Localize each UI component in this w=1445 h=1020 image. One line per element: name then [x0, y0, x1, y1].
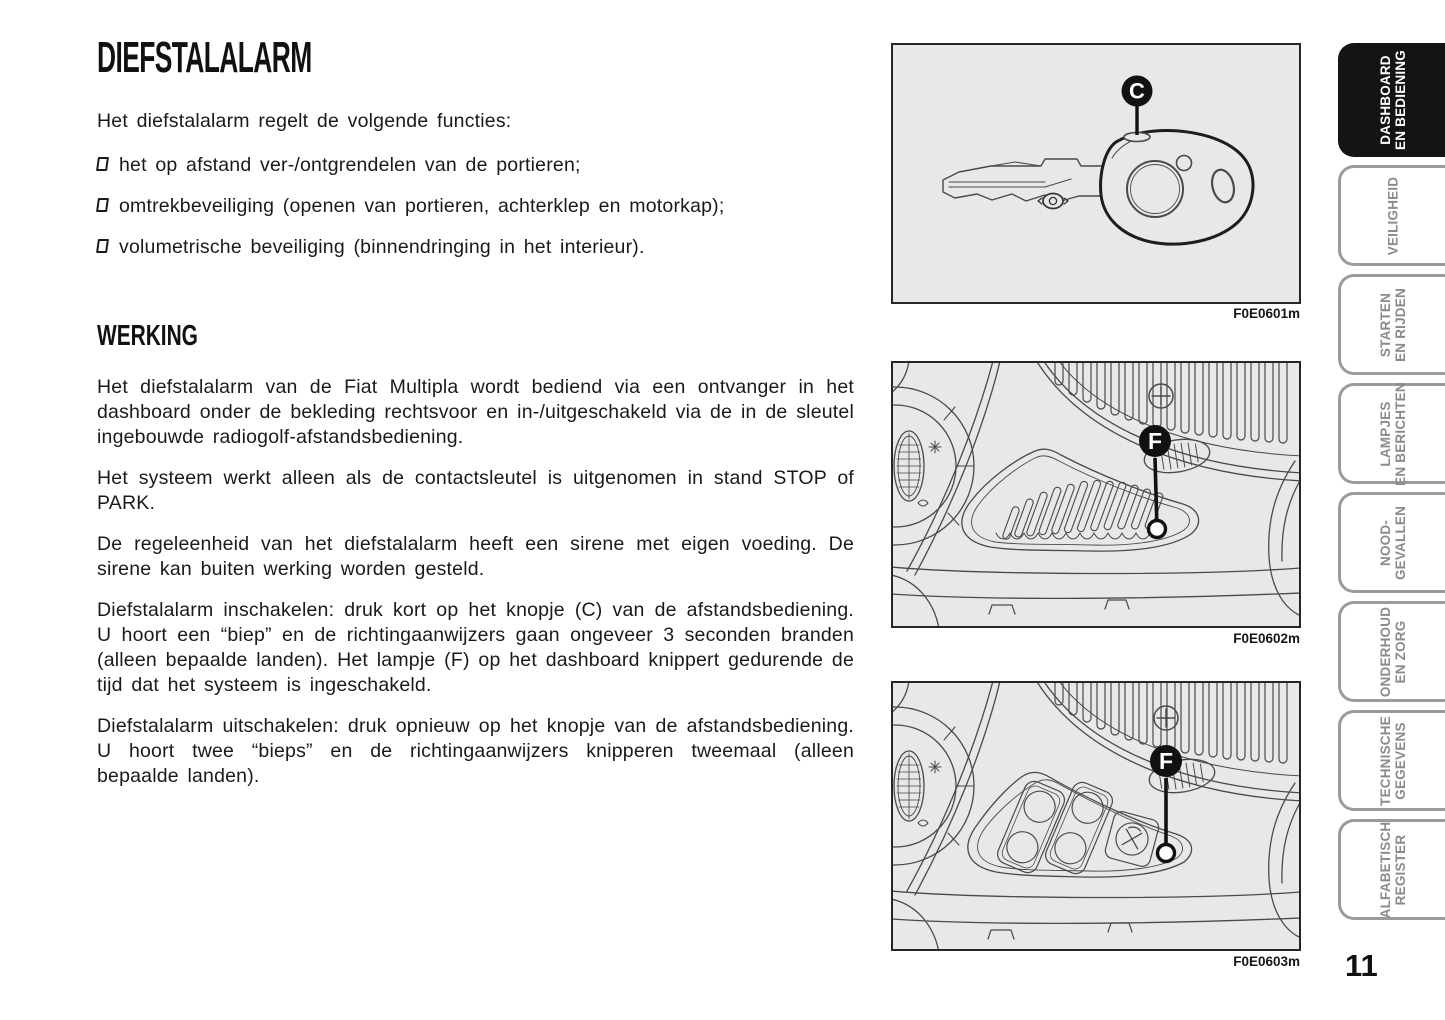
- callout-c-badge: [1122, 76, 1153, 136]
- sidebar-tab-alfabetisch-register: [1338, 819, 1445, 920]
- body-paragraph: Diefstalalarm uitschakelen: druk opnieuw op het knopje van de afstandsbediening. U hoort twee “bieps” en de richtingaanwijzers knipperen tweemaal (alleen bepaalde landen).: [97, 715, 854, 787]
- bullet-item: [97, 194, 854, 219]
- tab-label: VEILIGHEID: [1385, 176, 1401, 255]
- figure-key-remote: [891, 43, 1301, 304]
- body-paragraph: Het systeem werkt alleen als de contactsleutel is uitgenomen in stand STOP of PARK.: [97, 467, 854, 514]
- figure-dashboard-buttons: [891, 681, 1301, 951]
- checkbox-bullet-icon: [96, 198, 109, 212]
- body-paragraph: De regeleenheid van het diefstalalarm heeft een sirene met eigen voeding. De sirene kan buiten werking worden gesteld.: [97, 533, 854, 580]
- intro-text: Het diefstalalarm regelt de volgende functies:: [97, 110, 512, 132]
- dashboard-illustration: [893, 363, 1299, 626]
- callout-f-badge: [1139, 425, 1171, 538]
- section-tab-column: [1338, 43, 1445, 920]
- sidebar-tab-veiligheid: [1338, 165, 1445, 266]
- tab-label: LAMPJES EN BERICHTEN: [1378, 381, 1408, 486]
- tab-label: DASHBOARD EN BEDIENING: [1378, 50, 1408, 150]
- bullet-text: volumetrische beveiliging (binnendringing in het interieur).: [119, 236, 645, 258]
- tab-label: TECHNISCHE GEGEVENS: [1378, 715, 1408, 806]
- bullet-text: het op afstand ver-/ontgrendelen van de portieren;: [119, 154, 581, 176]
- checkbox-bullet-icon: [96, 239, 109, 253]
- sidebar-tab-dashboard-en-bediening: [1338, 43, 1445, 157]
- tab-label: STARTEN EN RIJDEN: [1378, 287, 1408, 362]
- figure-dashboard-led: [891, 361, 1301, 628]
- tab-label: ONDERHOUD EN ZORG: [1378, 606, 1408, 697]
- figure-caption: F0E0603m: [1233, 954, 1300, 969]
- callout-letter: F: [1158, 748, 1174, 774]
- bullet-item: [97, 153, 854, 178]
- key-illustration: [893, 45, 1299, 302]
- tab-label: ALFABETISCH REGISTER: [1378, 821, 1408, 918]
- sidebar-tab-nood-gevallen: [1338, 492, 1445, 593]
- page-number: 11: [1345, 948, 1378, 983]
- bullet-text: omtrekbeveiliging (openen van portieren, achterklep en motorkap);: [119, 195, 725, 217]
- body-paragraph: Het diefstalalarm van de Fiat Multipla wordt bediend via een ontvanger in het dashboard onder de bekleding rechtsvoor en in-/uitgeschakeld via de in de sleutel ingebouwde radiogolf-afstandsbediening.: [97, 376, 854, 448]
- figure-caption: F0E0602m: [1233, 631, 1300, 646]
- callout-letter: F: [1147, 428, 1163, 454]
- sidebar-tab-starten-en-rijden: [1338, 274, 1445, 375]
- checkbox-bullet-icon: [96, 157, 109, 171]
- sidebar-tab-onderhoud-en-zorg: [1338, 601, 1445, 702]
- figure-caption: F0E0601m: [1233, 306, 1300, 321]
- sidebar-tab-technische-gegevens: [1338, 710, 1445, 811]
- dashboard-illustration: [893, 683, 1299, 949]
- body-paragraph: Diefstalalarm inschakelen: druk kort op het knopje (C) van de afstandsbediening. U hoort een “biep” en de richtingaanwijzers gaan ongeveer 3 seconden branden (alleen bepaalde landen). Het lampje (F) op het dashboard knippert gedurende de tijd dat het systeem is ingeschakeld.: [97, 599, 854, 696]
- sidebar-tab-lampjes-en-berichten: [1338, 383, 1445, 484]
- bullet-item: [97, 235, 854, 260]
- page-title: DIEFSTALALARM: [97, 33, 312, 82]
- section-heading: WERKING: [97, 320, 198, 352]
- tab-label: NOOD- GEVALLEN: [1378, 505, 1408, 580]
- main-text-column: [97, 33, 854, 805]
- callout-letter: C: [1129, 78, 1145, 104]
